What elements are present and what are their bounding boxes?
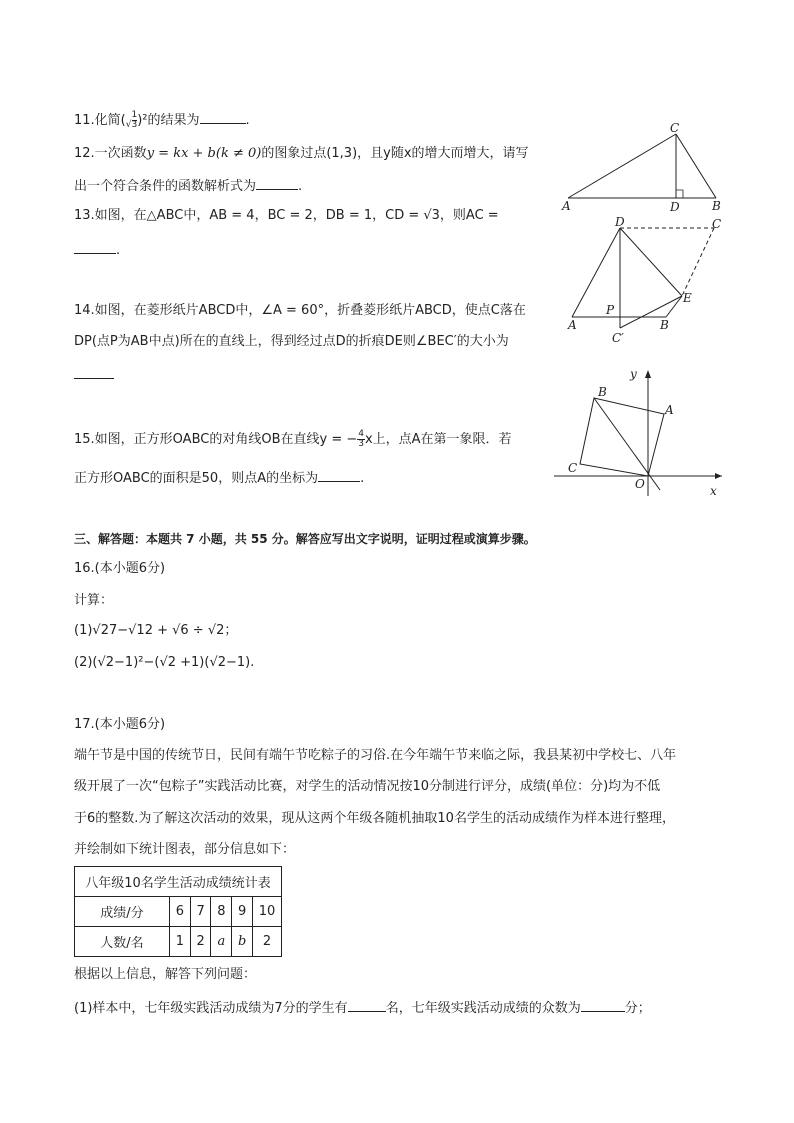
label-b: B — [660, 318, 669, 332]
segment-de — [620, 228, 682, 296]
segment-be — [666, 296, 682, 317]
stat-table-cell: 2 — [253, 927, 282, 957]
segment-cb — [676, 134, 716, 198]
x-axis-arrow — [715, 473, 722, 479]
label-x: x — [710, 484, 717, 498]
q11-answer-blank[interactable] — [200, 110, 246, 124]
segment-ce-dashed — [682, 228, 714, 296]
stat-table-cell: a — [211, 927, 232, 957]
q17-sub1-blank-2[interactable] — [581, 998, 625, 1012]
stat-table-cell: b — [232, 927, 253, 957]
label-b: B — [598, 385, 607, 399]
stat-table-cell: 10 — [253, 897, 282, 927]
stat-table-row-label: 成绩/分 — [75, 897, 170, 927]
q17-para-line: 并绘制如下统计图表，部分信息如下： — [74, 842, 296, 857]
q16-intro: 计算： — [74, 593, 114, 608]
label-y: y — [630, 367, 637, 381]
q16-part2: (2)(√2−1)²−(√2 +1)(√2−1). — [74, 655, 255, 670]
question-15-line2: 正方形OABC的面积是50，则点A的坐标为 . — [74, 468, 364, 488]
q17-after: 根据以上信息，解答下列问题： — [74, 967, 257, 982]
q17-sub1-blank-1[interactable] — [348, 998, 386, 1012]
label-c-prime: C′ — [612, 331, 624, 345]
q12-formula: y = kx + b(k ≠ 0) — [146, 146, 262, 161]
label-c: C — [712, 217, 722, 231]
q15-answer-blank[interactable] — [318, 468, 360, 482]
q15-fraction: $\frac{4}{3}$ — [358, 429, 364, 449]
q16-part1: (1)√27−√12 + √6 ÷ √2； — [74, 623, 238, 638]
y-axis-arrow — [645, 370, 651, 378]
q11-suffix: )²的结果为 — [137, 113, 200, 128]
figure-q13-triangle — [556, 118, 734, 216]
q11-prefix: 11.化简( — [74, 113, 126, 128]
section-3-heading: 三、解答题：本题共 7 小题，共 55 分。解答应写出文字说明，证明过程或演算步骤。 — [74, 532, 536, 546]
q16-title: 16.(本小题6分) — [74, 561, 166, 576]
question-13-line1: 13.如图，在△ABC中，AB = 4，BC = 2，DB = 1，CD = √3，则AC = — [74, 208, 499, 223]
q11-fraction: √ $\frac{1}{3}$ — [125, 110, 138, 130]
label-a: A — [665, 403, 674, 417]
q17-sub1: (1)样本中，七年级实践活动成绩为7分的学生有 名，七年级实践活动成绩的众数为 分； — [74, 998, 651, 1018]
stat-table-cell: 9 — [232, 897, 253, 927]
q17-para-line: 于6的整数.为了解这次活动的效果，现从这两个年级各随机抽取10名学生的活动成绩作为样本进行整理， — [74, 811, 675, 826]
question-12-line2: 出一个符合条件的函数解析式为 . — [74, 176, 302, 196]
stat-table-row-label: 人数/名 — [75, 927, 170, 957]
question-11: 11.化简(√ $\frac{1}{3}$ )²的结果为 . — [74, 110, 250, 130]
label-c: C — [568, 461, 578, 475]
segment-c-prime-e — [620, 296, 682, 328]
q14-answer-blank[interactable] — [74, 365, 114, 379]
label-d: D — [670, 200, 680, 214]
figure-q14-rhombus — [562, 216, 734, 346]
q17-title: 17.(本小题6分) — [74, 717, 166, 732]
question-15-line1: 15.如图，正方形OABC的对角线OB在直线y = − $\frac{4}{3}$ x上，点A在第一象限．若 — [74, 429, 512, 449]
stat-table — [74, 866, 282, 957]
right-angle-mark — [676, 190, 683, 198]
stat-table-cell: 1 — [170, 927, 191, 957]
label-o: O — [635, 477, 645, 491]
q12-answer-blank[interactable] — [256, 176, 298, 190]
q17-para-line: 端午节是中国的传统节日，民间有端午节吃粽子的习俗.在今年端午节来临之际，我县某初中学校七、八年 — [74, 748, 677, 763]
segment-ac — [568, 134, 676, 198]
label-d: D — [615, 216, 625, 229]
label-b: B — [712, 199, 721, 213]
question-14-line3 — [74, 365, 114, 385]
stat-table-cell: 7 — [190, 897, 211, 927]
label-a: A — [562, 199, 571, 213]
label-e: E — [683, 291, 692, 305]
question-12-line1: 12.一次函数y = kx + b(k ≠ 0)的图象过点(1,3)，且y随x的增大而增大，请写 — [74, 146, 529, 161]
question-13-line2: . — [74, 240, 120, 260]
question-14-line2: DP(点P为AB中点)所在的直线上，得到经过点D的折痕DE则∠BEC′的大小为 — [74, 334, 509, 349]
label-a: A — [568, 318, 577, 332]
stat-table-title: 八年级10名学生活动成绩统计表 — [75, 867, 282, 897]
q13-answer-blank[interactable] — [74, 240, 116, 254]
q17-para-line: 级开展了一次“包粽子”实践活动比赛，对学生的活动情况按10分制进行评分，成绩(单位：分)均为不低 — [74, 779, 661, 794]
figure-q15-square — [552, 366, 728, 498]
label-c: C — [670, 121, 680, 135]
label-p: P — [606, 303, 615, 317]
stat-table-cell: 8 — [211, 897, 232, 927]
stat-table-cell: 2 — [190, 927, 211, 957]
stat-table-cell: 6 — [170, 897, 191, 927]
question-14-line1: 14.如图，在菱形纸片ABCD中，∠A = 60°，折叠菱形纸片ABCD，使点C落在 — [74, 303, 526, 318]
